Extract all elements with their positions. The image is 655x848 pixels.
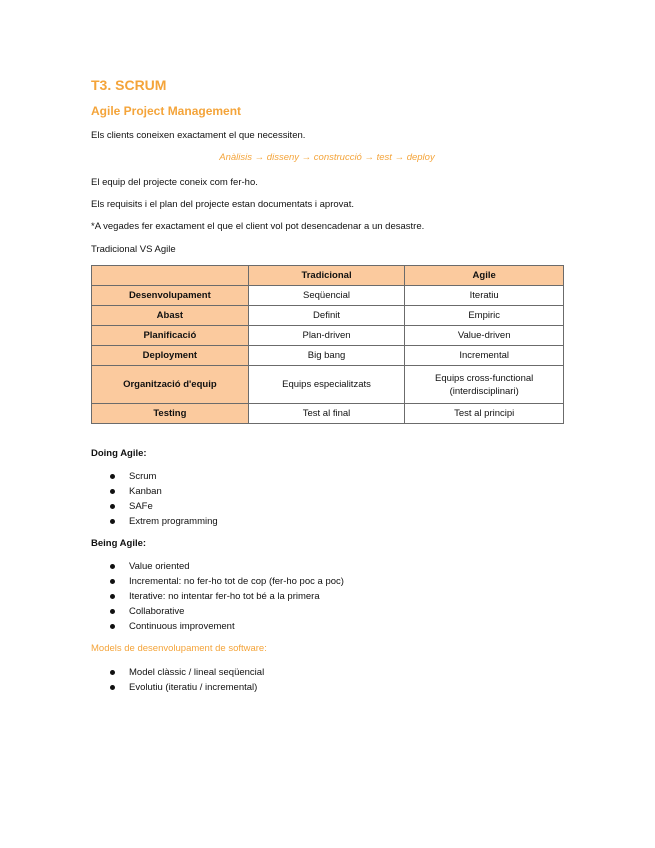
table-cell: Definit: [248, 306, 405, 326]
bullet-icon: [110, 504, 115, 509]
bullet-icon: [110, 474, 115, 479]
list-item: [91, 604, 344, 619]
table-row: [92, 306, 564, 326]
table-header-row: [92, 266, 564, 286]
bullet-icon: [110, 609, 115, 614]
list-item: [91, 484, 218, 499]
list-item: [91, 619, 344, 634]
table-cell: Value-driven: [405, 326, 564, 346]
list-item: [91, 665, 264, 680]
bullet-icon: [110, 670, 115, 675]
table-cell: Test al principi: [405, 404, 564, 424]
table-row: [92, 346, 564, 366]
table-cell: Equips especialitzats: [248, 366, 405, 404]
list-item: [91, 499, 218, 514]
list-item-label: Continuous improvement: [129, 621, 235, 632]
table-row: [92, 286, 564, 306]
table-cell: Equips cross-functional (interdisciplinari): [405, 366, 564, 404]
list-item-label: Extrem programming: [129, 516, 218, 527]
paragraph-team: El equip del projecte coneix com fer-ho.: [91, 177, 258, 188]
models-heading: Models de desenvolupament de software:: [91, 643, 267, 654]
table-cell: Seqüencial: [248, 286, 405, 306]
table-cell: Empiric: [405, 306, 564, 326]
bullet-icon: [110, 624, 115, 629]
bullet-icon: [110, 685, 115, 690]
list-item-label: Incremental: no fer-ho tot de cop (fer-ho poc a poc): [129, 576, 344, 587]
list-item-label: Collaborative: [129, 606, 185, 617]
table-row: [92, 326, 564, 346]
list-item-label: Value oriented: [129, 561, 190, 572]
table-header-cell: Agile: [405, 266, 564, 286]
list-item: [91, 514, 218, 529]
bullet-icon: [110, 594, 115, 599]
doing-agile-heading: Doing Agile:: [91, 448, 147, 459]
models-list: [91, 665, 264, 695]
doing-agile-list: [91, 469, 218, 529]
intro-paragraph: Els clients coneixen exactament el que necessiten.: [91, 130, 306, 141]
paragraph-note: *A vegades fer exactament el que el client vol pot desencadenar a un desastre.: [91, 221, 425, 232]
being-agile-heading: Being Agile:: [91, 538, 147, 549]
list-item-label: SAFe: [129, 501, 153, 512]
bullet-icon: [110, 579, 115, 584]
table-cell: Plan-driven: [248, 326, 405, 346]
being-agile-list: [91, 559, 344, 634]
bullet-icon: [110, 519, 115, 524]
row-header-cell: Desenvolupament: [92, 286, 249, 306]
row-header-cell: Deployment: [92, 346, 249, 366]
list-item: [91, 559, 344, 574]
list-item-label: Evolutiu (iteratiu / incremental): [129, 682, 258, 693]
table-cell: Incremental: [405, 346, 564, 366]
table-row: [92, 404, 564, 424]
list-item-label: Scrum: [129, 471, 157, 482]
table-row: [92, 366, 564, 404]
row-header-cell: Planificació: [92, 326, 249, 346]
row-header-cell: Abast: [92, 306, 249, 326]
table-caption: Tradicional VS Agile: [91, 244, 176, 255]
table-cell: Iteratiu: [405, 286, 564, 306]
list-item-label: Iterative: no intentar fer-ho tot bé a la primera: [129, 591, 320, 602]
list-item-label: Model clàssic / lineal seqüencial: [129, 667, 265, 678]
table-cell: Test al final: [248, 404, 405, 424]
comparison-table: [91, 265, 564, 424]
list-item: [91, 574, 344, 589]
list-item: [91, 589, 344, 604]
table-header-cell: [92, 266, 249, 286]
bullet-icon: [110, 564, 115, 569]
row-header-cell: Organització d'equip: [92, 366, 249, 404]
section-subtitle: Agile Project Management: [91, 104, 242, 118]
table-cell: Big bang: [248, 346, 405, 366]
list-item: [91, 680, 264, 695]
waterfall-flow: Anàlisis → disseny → construcció → test → deploy: [219, 152, 435, 163]
page-title: T3. SCRUM: [91, 77, 167, 93]
row-header-cell: Testing: [92, 404, 249, 424]
table-header-cell: Tradicional: [248, 266, 405, 286]
paragraph-requirements: Els requisits i el plan del projecte estan documentats i aprovat.: [91, 199, 354, 210]
bullet-icon: [110, 489, 115, 494]
list-item: [91, 469, 218, 484]
list-item-label: Kanban: [129, 486, 162, 497]
